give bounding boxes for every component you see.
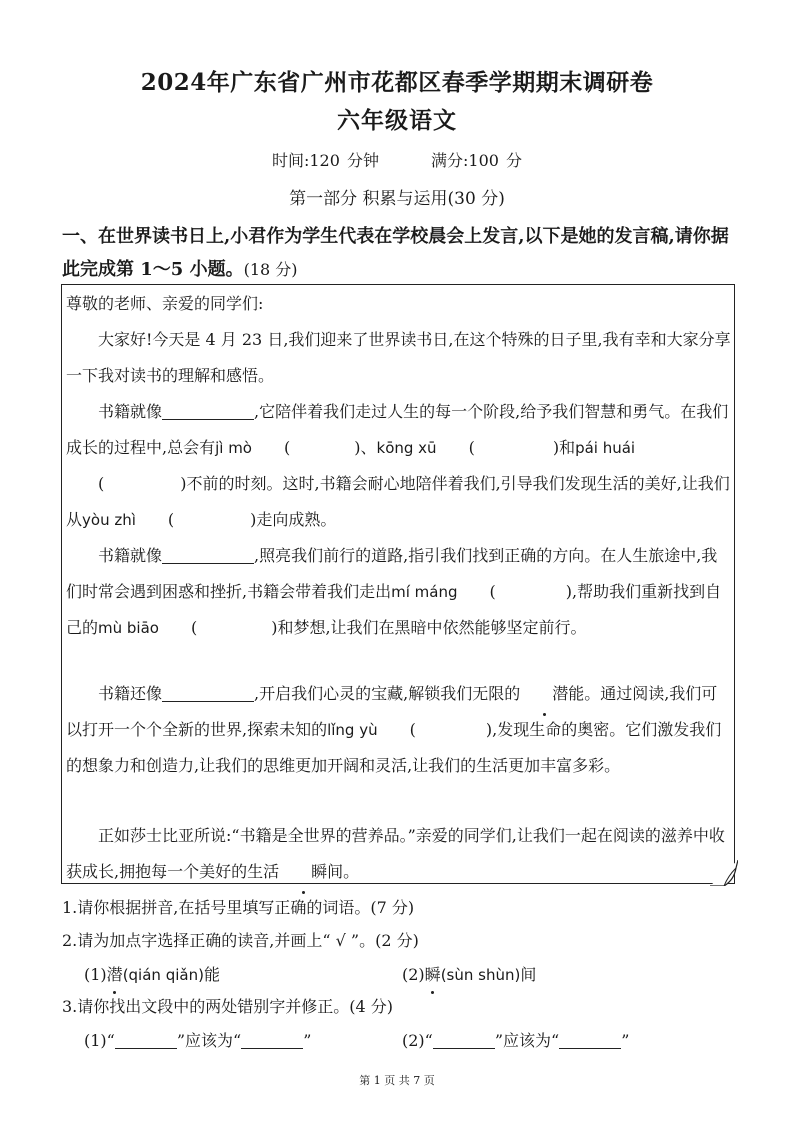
answer-paren[interactable]: ( ) <box>489 582 572 601</box>
question-1-prompt <box>62 220 738 286</box>
exam-title: 2024年广东省广州市花都区春季学期期末调研卷 <box>140 69 654 96</box>
pinyin-youzhi: yòu zhì <box>82 511 136 529</box>
pinyin-paihuai: pái huái <box>575 439 636 457</box>
question-1-points: (18 分) <box>243 260 298 279</box>
answer-paren[interactable]: ( ) <box>468 438 560 457</box>
question-2-option-2: (2)瞬(sùn shùn)间 <box>402 960 702 990</box>
speech-paragraph-3: 书籍就像 ,照亮我们前行的道路,指引我们找到正确的方向。在人生旅途中,我们时常会遇到困惑和挫折,书籍会带着我们走出mí máng ( ),帮助我们重新找到自己的mù biāo ( )和梦想,让我们在黑暗中依然能够坚定前行。 <box>66 538 732 646</box>
answer-paren[interactable]: ( ) <box>167 510 257 529</box>
answer-blank[interactable] <box>115 1030 177 1049</box>
exam-subtitle: 六年级语文 <box>337 107 457 134</box>
part-heading: 第一部分 积累与运用(30 分) <box>289 189 505 209</box>
answer-paren[interactable]: ( ) <box>409 720 493 739</box>
answer-paren[interactable]: ( ) <box>284 438 361 457</box>
pinyin-mubiao: mù biāo <box>98 619 159 637</box>
question-3-item: 3.请你找出文段中的两处错别字并修正。(4 分) <box>62 997 394 1016</box>
exam-score: 满分:100 分 <box>431 151 523 170</box>
question-1-text: 一、在世界读书日上,小君作为学生代表在学校晨会上发言,以下是她的发言稿,请你据此完成第 1～5 小题。 <box>62 226 729 280</box>
question-2-option-1: (1)潜(qián qiǎn)能 <box>84 960 384 990</box>
question-1-item: 1.请你根据拼音,在括号里填写正确的词语。(7 分) <box>62 898 415 917</box>
answer-blank[interactable] <box>559 1030 621 1049</box>
speech-paragraph-2: 书籍就像 ,它陪伴着我们走过人生的每一个阶段,给予我们智慧和勇气。在我们成长的过程中,总会有jì mò ( )、kōng xū ( )和pái huái( )不前的时刻。这时,书籍会耐心地陪伴着我们,引导我们发现生活的美好,让我们从yòu zhì ( )走向成熟。 <box>66 394 732 538</box>
pinyin-choice[interactable]: (qián qiǎn) <box>122 966 204 984</box>
pinyin-jimo: jì mò <box>215 439 252 457</box>
pinyin-lingyu: lǐng yù <box>327 721 378 739</box>
dotted-char-qian: 潜 <box>520 676 568 712</box>
dotted-char-shun: 瞬 <box>279 854 327 890</box>
answer-paren[interactable]: ( ) <box>98 474 187 493</box>
speech-greeting: 尊敬的老师、亲爱的同学们: <box>66 294 264 313</box>
speech-paragraph-1: 大家好!今天是 4 月 23 日,我们迎来了世界读书日,在这个特殊的日子里,我有幸和大家分享一下我对读书的理解和感悟。 <box>66 330 731 385</box>
speech-paragraph-5: 正如莎士比亚所说:“书籍是全世界的营养品。”亲爱的同学们,让我们一起在阅读的滋养中收获成长,拥抱每一个美好的生活 瞬间。 <box>66 818 732 890</box>
answer-paren[interactable]: ( ) <box>190 618 278 637</box>
answer-blank[interactable] <box>241 1030 303 1049</box>
fill-blank[interactable] <box>162 545 254 564</box>
exam-time: 时间:120 分钟 <box>271 151 379 170</box>
pinyin-kongxu: kōng xū <box>376 439 437 457</box>
question-2-item: 2.请为加点字选择正确的读音,并画上“ √ ”。(2 分) <box>62 931 419 950</box>
page-footer: 第 1 页 共 7 页 <box>359 1074 435 1087</box>
question-3-answer-2: (2)“ ”应该为“ ” <box>402 1031 630 1050</box>
exam-info <box>0 148 794 171</box>
answer-blank[interactable] <box>433 1030 495 1049</box>
fill-blank[interactable] <box>162 683 254 702</box>
question-3-answer-1: (1)“ ”应该为“ ” <box>84 1031 312 1050</box>
pinyin-mimang: mí máng <box>391 583 458 601</box>
speech-paragraph-4: 书籍还像 ,开启我们心灵的宝藏,解锁我们无限的 潜能。通过阅读,我们可以打开一个个全新的世界,探索未知的lǐng yù ( ),发现生命的奥密。它们激发我们的想象力和创造力,让我们的思维更加开阔和灵活,让我们的生活更加丰富多彩。 <box>66 676 732 784</box>
fill-blank[interactable] <box>162 401 254 420</box>
pinyin-choice[interactable]: (sùn shùn) <box>440 966 521 984</box>
